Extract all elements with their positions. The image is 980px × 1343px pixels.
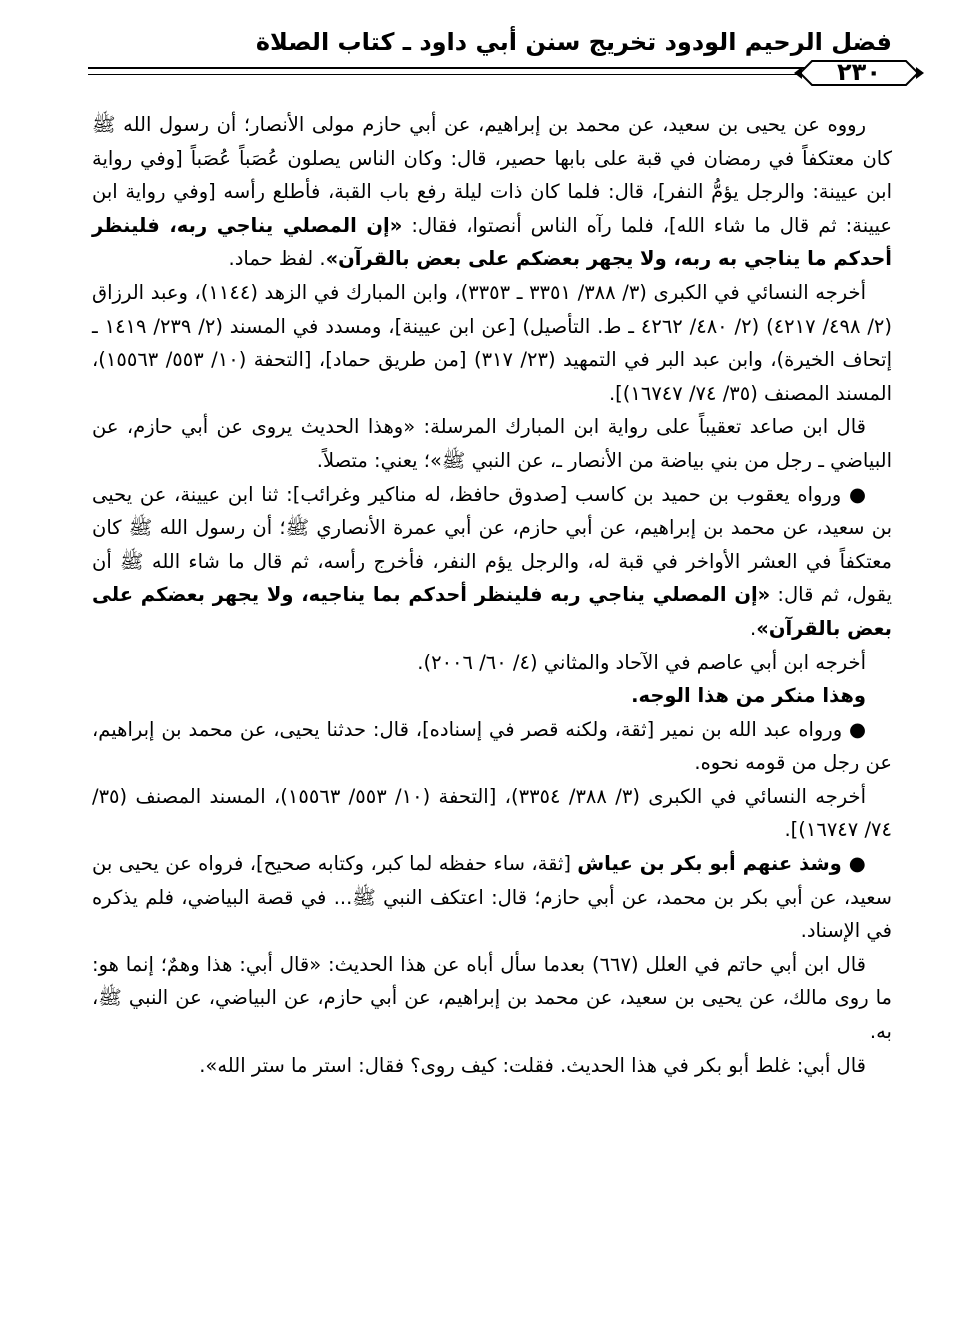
paragraph	[92, 646, 892, 680]
paragraph	[92, 276, 892, 410]
paragraph	[92, 478, 892, 646]
paragraph	[92, 410, 892, 477]
text-segment: قال ابن صاعد تعقيباً على رواية ابن المبارك المرسلة: «وهذا الحديث يروى عن أبي حازم، عن البياضي ـ رجل من بني بياضة من الأنصار ـ، عن النبي ﷺ»؛ يعني: متصلاً.	[92, 415, 892, 472]
header-rule	[88, 74, 812, 75]
paragraph	[92, 713, 892, 780]
text-segment: رووه عن يحيى بن سعيد، عن محمد بن إبراهيم، عن أبي حازم مولى الأنصار؛ أن رسول الله ﷺ كان معتكفاً في رمضان في قبة على بابها حصير، قال: وكان الناس يصلون عُصَباً عُصَباً [وفي رواية ابن عيينة: والرجل يؤمُّ النفر]، قال: فلما كان ذات ليلة رفع باب القبة، فأطلع رأسه [وفي رواية ابن عيينة: ثم قال ما شاء الله]، فلما رآه الناس أنصتوا، فقال:	[92, 113, 892, 237]
text-segment: قال ابن أبي حاتم في العلل (٦٦٧) بعدما سأل أباه عن هذا الحديث: «قال أبي: هذا وهمٌ؛ إنما هو: ما روى مالك، عن يحيى بن سعيد، عن محمد بن إبراهيم، عن أبي حازم، عن البياضي، عن النبي ﷺ، به.	[92, 952, 892, 1044]
text-segment: . لفظ حماد.	[228, 247, 326, 271]
main-text	[92, 108, 892, 1082]
text-segment: [ثقة، ساء حفظه لما كبر، وكتابه صحيح]، فرواه عن يحيى بن سعيد، عن أبي بكر بن محمد، عن أبي حازم؛ قال: اعتكف النبي ﷺ... في قصة البياضي، فلم يذكره في الإسناد.	[92, 852, 892, 943]
paragraph	[92, 1049, 892, 1083]
paragraph	[92, 780, 892, 847]
page-number-ornament	[794, 56, 924, 90]
text-segment: .	[750, 616, 757, 640]
bold-text-segment: ● وشذ عنهم	[735, 852, 866, 876]
text-segment: أخرجه النسائي في الكبرى (٣/ ٣٨٨/ ٣٣٥١ ـ ٣٣٥٣)، وابن المبارك في الزهد (١١٤٤)، وعبد الرزاق (٢/ ٤٩٨/ ٤٢١٧) (٢/ ٤٨٠/ ٤٢٦٢ ـ ط. التأصيل) [عن ابن عيينة]، ومسدد في المسند (٢/ ٢٣٩/ ١٤١٩ ـ إتحاف الخيرة)، وابن عبد البر في التمهيد (٢٣/ ٣١٧) [من طريق حماد]، [التحفة (١٠/ ٥٥٣/ ١٥٥٦٣)، المسند المصنف (٣٥/ ٧٤/ ١٦٧٤٧)].	[92, 280, 893, 405]
bold-text-segment: أبو بكر بن عياش	[577, 852, 736, 876]
page-header	[88, 22, 892, 92]
paragraph	[92, 847, 892, 948]
header-rule	[88, 67, 812, 69]
paragraph	[92, 679, 892, 713]
page-number: ٢٣٠	[837, 58, 881, 86]
text-segment: أخرجه ابن أبي عاصم في الآحاد والمثاني (٤/ ٦٠/ ٢٠٠٦).	[417, 650, 866, 674]
paragraph	[92, 948, 892, 1049]
text-segment: قال أبي: غلط أبو بكر في هذا الحديث. فقلت: كيف روى؟ فقال: استر ما ستر الله».	[199, 1053, 866, 1077]
bold-text-segment: وهذا منكر من هذا الوجه.	[631, 684, 866, 708]
text-segment: أخرجه النسائي في الكبرى (٣/ ٣٨٨/ ٣٣٥٤)، [التحفة (١٠/ ٥٥٣/ ١٥٥٦٣)، المسند المصنف (٣٥/ ٧٤/ ١٦٧٤٧)].	[92, 784, 892, 842]
bold-text-segment: «إن المصلي يناجي ربه، فلينظر أحدكم ما يناجي به ربه، ولا يجهر بعضكم على بعض بالقرآن»	[92, 213, 892, 271]
paragraph	[92, 108, 892, 276]
text-segment: ● ورواه يعقوب بن حميد بن كاسب [صدوق حافظ، له مناكير وغرائب]: ثنا ابن عيينة، عن يحيى بن سعيد، عن محمد بن إبراهيم، عن أبي حازم، عن أبي عمرة الأنصاري ﷺ؛ أن رسول الله ﷺ كان معتكفاً في العشر الأواخر في قبة له، والرجل يؤم النفر، فأخرج رأسه، ثم قال ما شاء الله ﷺ أن يقول، ثم قال:	[92, 482, 893, 607]
bold-text-segment: «إن المصلي يناجي ربه فلينظر أحدكم بما يناجيه، ولا يجهر بعضكم على بعض بالقرآن»	[92, 583, 892, 640]
running-title: فضل الرحيم الودود تخريج سنن أبي داود ـ كتاب الصلاة	[255, 28, 892, 56]
text-segment: ● ورواه عبد الله بن نمير [ثقة، ولكنه قصر في إسناده]، قال: حدثنا يحيى، عن محمد بن إبراهيم، عن رجل من قومه نحوه.	[92, 717, 892, 775]
